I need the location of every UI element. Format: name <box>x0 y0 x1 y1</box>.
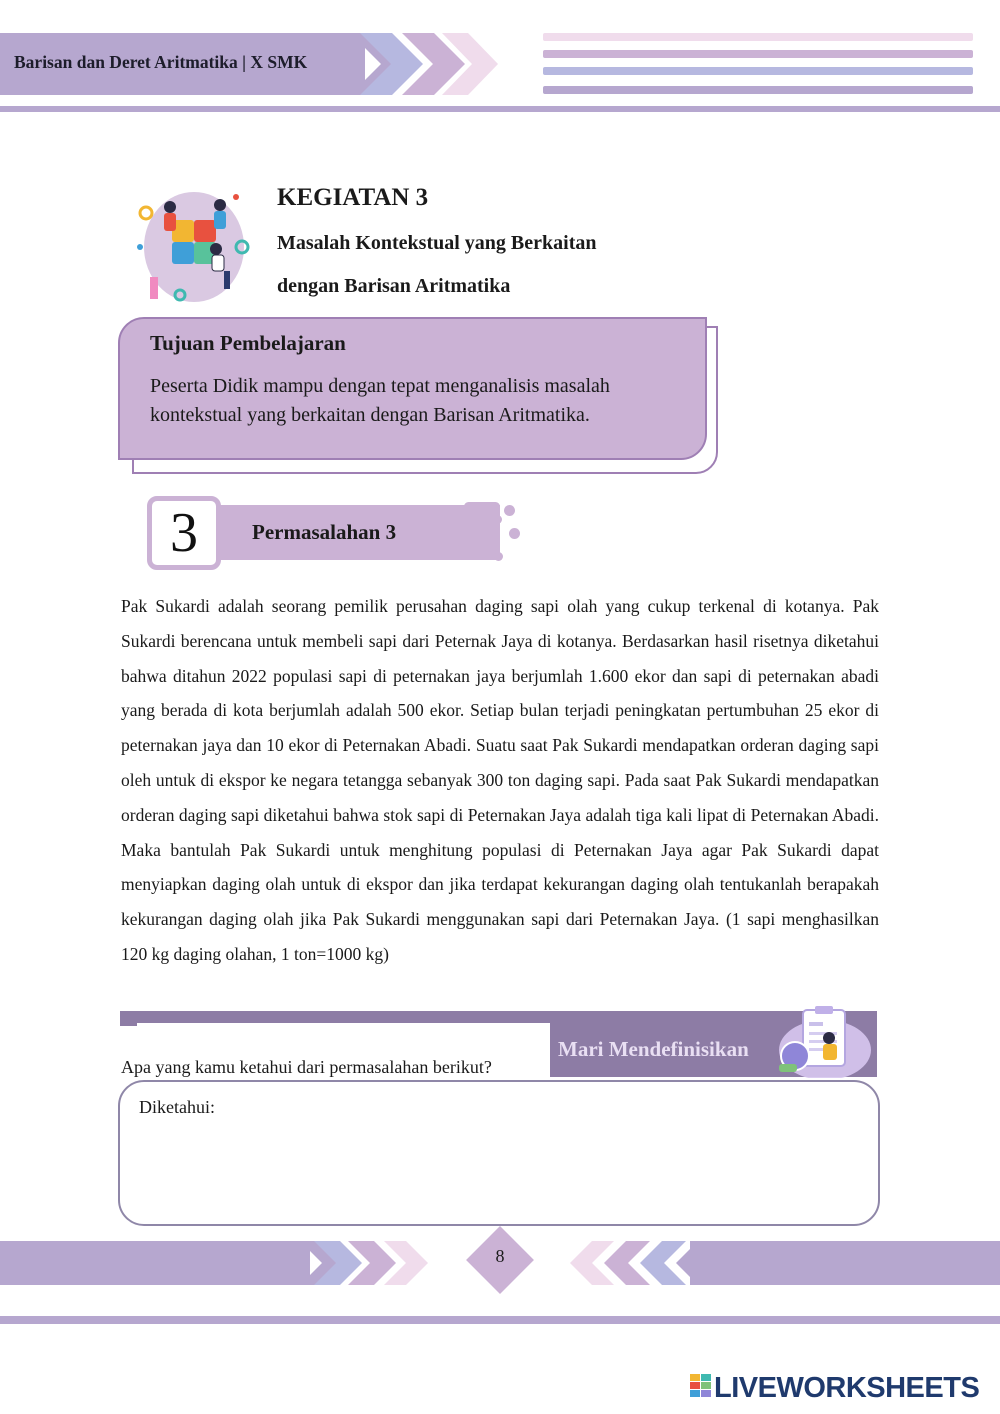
activity-title: KEGIATAN 3 <box>277 184 429 211</box>
objective-line2: kontekstual yang berkaitan dengan Barisan Aritmatika. <box>150 404 590 426</box>
problem-number: 3 <box>170 502 198 564</box>
define-bar-square <box>120 1011 137 1026</box>
brand-name: LIVEWORKSHEETS <box>714 1372 980 1404</box>
puzzle-team-illustration <box>132 185 252 310</box>
problem-number-box <box>147 496 221 570</box>
header-chevrons <box>350 33 500 95</box>
question-text: Apa yang kamu ketahui dari permasalahan berikut? <box>121 1057 492 1077</box>
header-divider <box>0 106 1000 112</box>
header-stripe-3 <box>543 67 973 75</box>
footer-divider <box>0 1316 1000 1324</box>
badge-dot-1 <box>504 505 515 516</box>
objective-heading: Tujuan Pembelajaran <box>150 331 346 355</box>
footer-band-left <box>0 1241 310 1285</box>
header-stripe-4 <box>543 86 973 94</box>
footer-chevrons-left <box>570 1241 700 1285</box>
footer-chevrons-right <box>300 1241 440 1285</box>
objective-text <box>150 372 710 430</box>
define-label: Mari Mendefinisikan <box>558 1037 749 1061</box>
header-stripe-2 <box>543 50 973 58</box>
problem-title: Permasalahan 3 <box>252 520 397 544</box>
header-stripe-1 <box>543 33 973 41</box>
badge-dash-3 <box>458 540 488 549</box>
page-number: 8 <box>495 1246 505 1266</box>
activity-subtitle-line2: dengan Barisan Aritmatika <box>277 275 511 297</box>
activity-subtitle-line1: Masalah Kontekstual yang Berkaitan <box>277 232 597 254</box>
test-clipboard-illustration <box>773 1004 873 1078</box>
badge-dot-2 <box>509 528 520 539</box>
brand-blocks-icon <box>690 1372 712 1400</box>
badge-dash-2 <box>478 515 502 524</box>
problem-text: Pak Sukardi adalah seorang pemilik perusahan daging sapi olah yang cukup terkenal di kotanya. Pak Sukardi berencana untuk membeli sapi dari Peternak Jaya di kotanya. Berdasarkan hasil risetnya diketahui bahwa ditahun 2022 populasi sapi di peternakan jaya berjumlah 1.600 ekor dan sapi di peternakan abadi yang berada di kota berjumlah adalah 500 ekor. Setiap bulan terjadi peningkatan pertumbuhan 25 ekor di peternakan jaya dan 10 ekor di Peternakan Abadi. Suatu saat Pak Sukardi mendapatkan orderan daging sapi oleh untuk di ekspor ke negara tetangga sebanyak 300 ton daging sapi. Pada saat Pak Sukardi mendapatkan orderan daging sapi diketahui bahwa stok sapi di Peternakan Jaya adalah tiga kali lipat di Peternakan Abadi. Maka bantulah Pak Sukardi untuk menghitung populasi di Peternakan Jaya agar Pak Sukardi dapat menyiapkan daging olah untuk di ekspor dan jika terdapat kekurangan daging olah tentukanlah berapakah kekurangan daging olah jika Pak Sukardi menggunakan sapi dari Peternakan Jaya. (1 sapi menghasilkan 120 kg daging olahan, 1 ton=1000 kg) <box>121 596 879 964</box>
badge-dash-1 <box>464 502 500 511</box>
brand-logo <box>690 1372 979 1405</box>
answer-textarea[interactable] <box>118 1080 880 1226</box>
known-label: Diketahui: <box>139 1097 215 1117</box>
header-title: Barisan dan Deret Aritmatika | X SMK <box>14 52 308 72</box>
badge-dot-3 <box>494 552 503 561</box>
footer-band-right <box>690 1241 1000 1285</box>
objective-line1: Peserta Didik mampu dengan tepat menganalisis masalah <box>150 375 610 397</box>
